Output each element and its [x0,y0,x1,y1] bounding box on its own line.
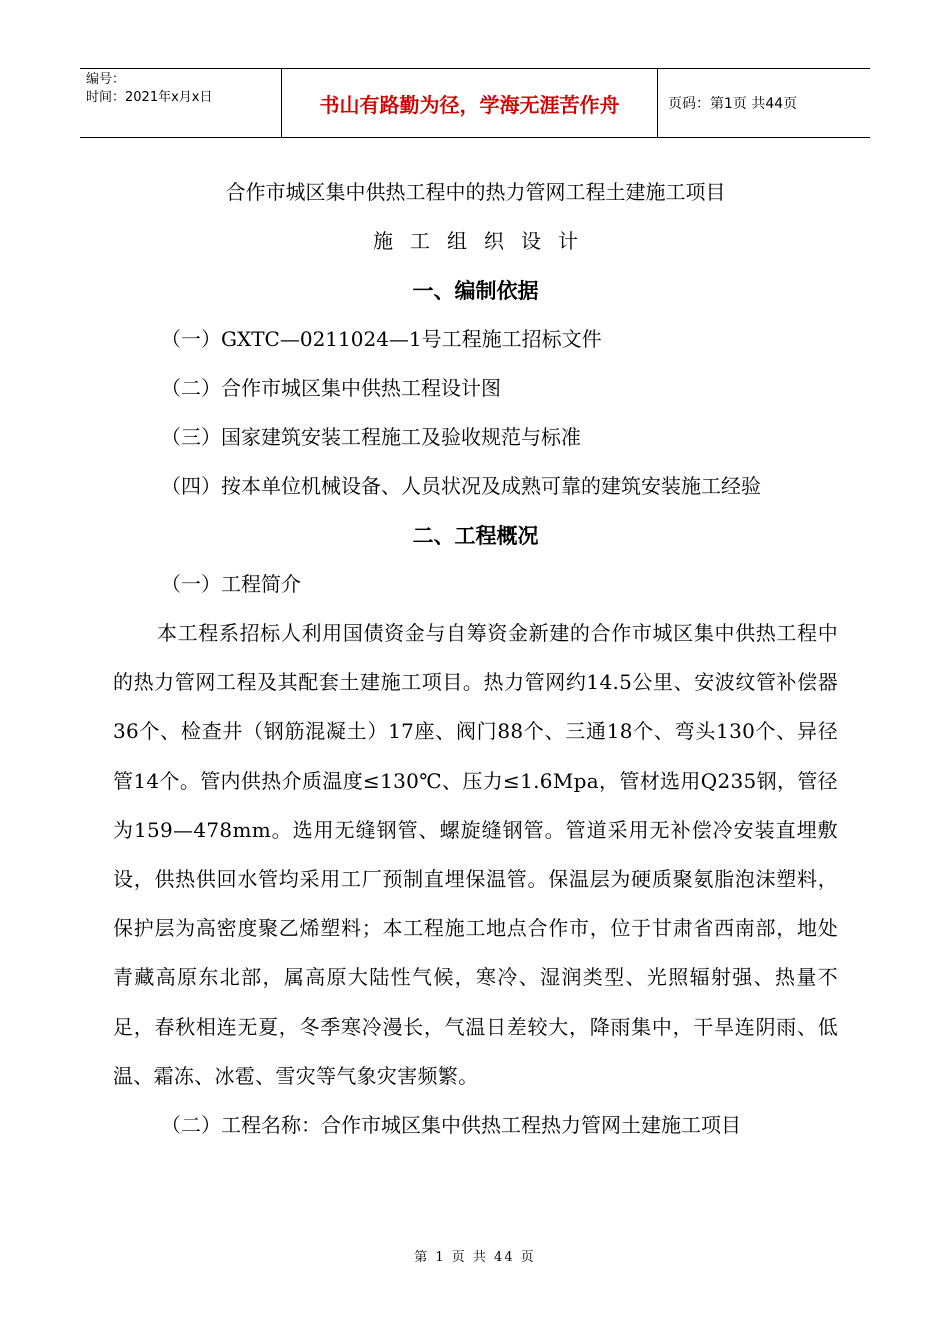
basis-item-4: （四）按本单位机械设备、人员状况及成熟可靠的建筑安装施工经验 [161,474,761,498]
project-intro-subheading: （一）工程简介 [161,572,301,596]
page-header [80,68,870,138]
page-footer: 第 1 页 共 44 页 [414,1250,536,1265]
time-label: 时间：2021年x月x日 [86,90,213,105]
header-motto: 书山有路勤为径，学海无涯苦作舟 [282,69,658,137]
section1-heading: 一、编制依据 [412,278,539,303]
document-subtitle: 施工组织设计 [373,229,595,253]
number-label: 编号： [86,72,126,87]
basis-item-2: （二）合作市城区集中供热工程设计图 [161,376,501,400]
basis-item-3: （三）国家建筑安装工程施工及验收规范与标准 [161,425,581,449]
project-description-paragraph: 本工程系招标人利用国债资金与自筹资金新建的合作市城区集中供热工程中的热力管网工程及其配套土建施工项目。热力管网约14.5公里、安波纹管补偿器36个、检查井（钢筋混凝土）17座、阀门88个、三通18个、弯头130个、异径管14个。管内供热介质温度≤130℃、压力≤1.6Mpa，管材选用Q235钢，管径为159—478mm。选用无缝钢管、螺旋缝钢管。管道采用无补偿冷安装直埋敷设，供热供回水管均采用工厂预制直埋保温管。保温层为硬质聚氨脂泡沫塑料，保护层为高密度聚乙烯塑料；本工程施工地点合作市，位于甘肃省西南部，地处青藏高原东北部，属高原大陆性气候，寒冷、湿润类型、光照辐射强、热量不足，春秋相连无夏，冬季寒冷漫长，气温日差较大，降雨集中，干旱连阴雨、低温、霜冻、冰雹、雪灾等气象灾害频繁。 [113,621,838,1088]
document-title: 合作市城区集中供热工程中的热力管网工程土建施工项目 [225,180,726,204]
header-meta [80,69,282,137]
project-name-line: （二）工程名称：合作市城区集中供热工程热力管网土建施工项目 [161,1113,741,1138]
section2-heading: 二、工程概况 [412,523,539,548]
document-body [113,168,838,1150]
basis-item-1: （一）GXTC—0211024—1号工程施工招标文件 [161,327,602,351]
header-page-info: 页码：第1页 共44页 [668,96,798,112]
